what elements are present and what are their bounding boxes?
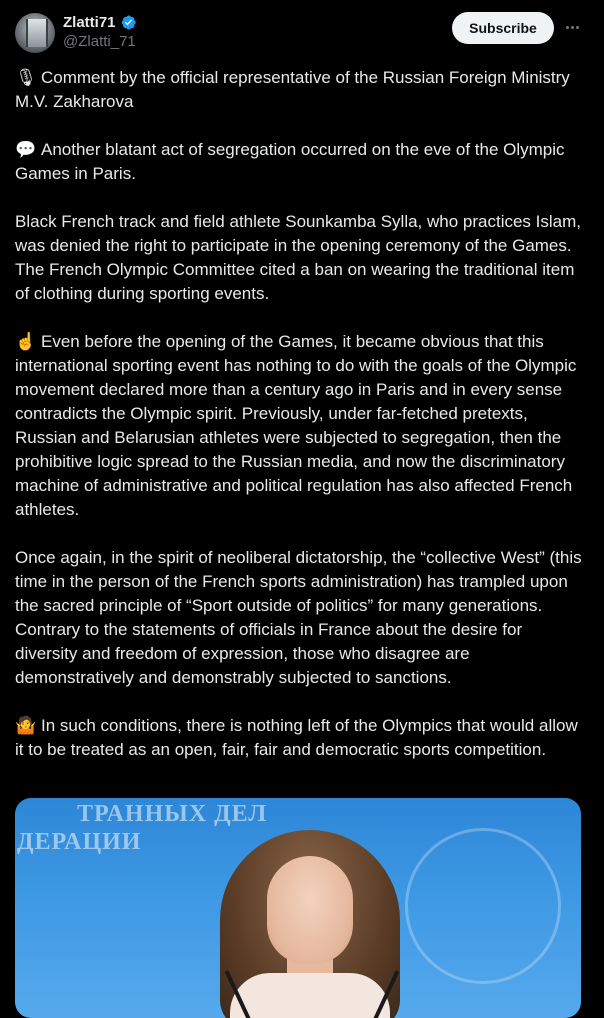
backdrop-text-line: ДЕРАЦИИ [17,829,142,855]
more-dot [576,26,579,29]
backdrop-emblem [405,828,561,984]
avatar[interactable] [15,13,55,53]
backdrop-text-line: ТРАННЫХ ДЕЛ [77,801,268,827]
person-shrugging-emoji-icon: 🤷 [15,716,37,735]
index-pointing-up-emoji-icon: ☝ [15,332,37,351]
paragraph-text: Black French track and field athlete Sounkamba Sylla, who practices Islam, was denied the right to participate in the opening ceremony of the Games. The French Olympic Committee cited a ban on wearing the traditional item of clothing during sporting events. [15,212,581,303]
more-horizontal-icon[interactable] [559,14,585,40]
paragraph-text: Another blatant act of segregation occurred on the eve of the Olympic Games in Paris. [15,140,565,183]
post-header [0,0,604,62]
paragraph-text: In such conditions, there is nothing left of the Olympics that would allow it to be treated as an open, fair, fair and democratic sports competition. [15,716,578,759]
verified-badge-icon [120,14,137,31]
subscribe-button[interactable]: Subscribe [452,12,554,44]
author-handle[interactable]: @Zlatti_71 [63,33,136,50]
backdrop-text [15,800,267,856]
speech-bubble-emoji-icon: 💬 [15,140,37,159]
microphone-emoji-icon: 🎙 [15,68,37,87]
paragraph-text: Comment by the official representative of the Russian Foreign Ministry M.V. Zakharova [15,68,570,111]
more-dot [566,26,569,29]
more-dot [571,26,574,29]
post-paragraph [15,66,589,114]
author-display-name[interactable]: Zlatti71 [63,13,116,31]
speaker-face [267,856,353,964]
post-text [15,66,589,762]
avatar-image [26,19,48,47]
post-paragraph [15,714,589,762]
post-paragraph [15,330,589,522]
post-paragraph [15,138,589,186]
post-media-photo[interactable] [15,798,581,1018]
post-paragraph [15,546,589,690]
post-paragraph [15,210,589,306]
paragraph-text: Even before the opening of the Games, it became obvious that this international sporting event has nothing to do with the goals of the Olympic movement declared more than a century ago in Paris and in every sense contradicts the Olympic spirit. Previously, under far-fetched pretexts, Russian and Belarusian athletes were subjected to segregation, then the prohibitive logic spread to the Russian media, and now the discriminatory machine of administrative and political regulation has also affected French athletes. [15,332,577,519]
paragraph-text: Once again, in the spirit of neoliberal dictatorship, the “collective West” (this time in the person of the French sports administration) has trampled upon the sacred principle of “Sport outside of politics” for many generations. Contrary to the statements of officials in France about the desire for diversity and freedom of expression, those who disagree are demonstratively and demonstrably subjected to sanctions. [15,548,582,687]
author-name-row [63,12,137,32]
